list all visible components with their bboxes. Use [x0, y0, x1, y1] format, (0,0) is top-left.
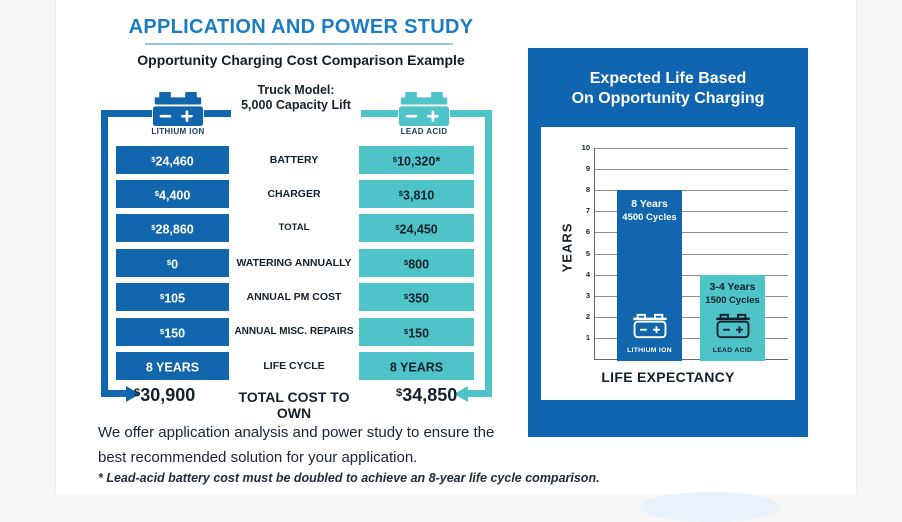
y-tick-label: 6 [585, 227, 590, 237]
lead-acid-value-cell: $350 [359, 283, 474, 311]
page-subtitle: Opportunity Charging Cost Comparison Example [137, 52, 465, 68]
gridline [595, 169, 788, 170]
lead-acid-total-arrow [468, 390, 492, 397]
lead-acid-column-label: LEAD ACID [400, 127, 448, 136]
lithium-value-cell: $28,860 [116, 214, 229, 242]
lithium-battery-icon [149, 92, 207, 131]
y-tick-label: 7 [585, 206, 590, 216]
bar-lead-acid [700, 275, 765, 361]
lithium-value-cell: $4,400 [116, 180, 229, 208]
lead-acid-total-value: $34,850 [396, 385, 458, 405]
bar-value-label: 3-4 Years [709, 280, 756, 293]
row-label: LIFE CYCLE [263, 360, 325, 372]
infographic-canvas [55, 0, 857, 494]
total-cost-label: TOTAL COST TO OWN [238, 389, 350, 421]
row-label: TOTAL [278, 222, 310, 233]
row-label: WATERING ANNUALLY [236, 257, 352, 269]
title-underline [145, 43, 453, 45]
lithium-total-value: $30,900 [134, 385, 196, 405]
bar-lithium-ion [617, 190, 682, 361]
gridline [595, 148, 788, 149]
battery-outline-icon [713, 313, 753, 344]
footnote-text: * Lead-acid battery cost must be doubled to achieve an 8-year life cycle comparison. [98, 471, 600, 485]
y-tick-label: 1 [585, 332, 590, 342]
lithium-value-cell: $24,460 [116, 146, 229, 174]
row-label: CHARGER [267, 188, 321, 200]
row-label: ANNUAL MISC. REPAIRS [234, 326, 354, 337]
y-tick-label: 9 [585, 164, 590, 174]
lead-acid-value-cell: 8 YEARS [359, 352, 474, 380]
bar-cycles-label: 1500 Cycles [705, 294, 760, 306]
lead-acid-value-cell: $24,450 [359, 214, 474, 242]
lithium-value-cell: 8 YEARS [116, 352, 229, 380]
bar-cycles-label: 4500 Cycles [622, 212, 677, 224]
lead-acid-value-cell: $800 [359, 249, 474, 277]
truck-model-label: Truck Model: 5,000 Capacity Lift [241, 83, 351, 112]
y-tick-label: 5 [585, 248, 590, 258]
life-chart-panel [528, 48, 808, 437]
chart-title: Expected Life Based On Opportunity Charging [571, 70, 765, 107]
lead-acid-value-cell: $3,810 [359, 180, 474, 208]
decorative-shape [640, 492, 780, 522]
lead-acid-value-cell: $10,320* [359, 146, 474, 174]
lead-acid-battery-icon [395, 92, 453, 131]
y-tick-label: 3 [585, 290, 590, 300]
row-label: BATTERY [269, 154, 319, 166]
y-tick-label: 8 [585, 185, 590, 195]
y-axis-label: YEARS [559, 222, 575, 273]
x-axis-label: LIFE EXPECTANCY [601, 369, 735, 385]
bar-category-label: LEAD ACID [712, 347, 753, 354]
description-text: We offer application analysis and power study to ensure the best recommended solution for your application. [98, 424, 495, 466]
y-tick-label: 2 [585, 311, 590, 321]
y-tick-label: 10 [581, 143, 590, 152]
lithium-value-cell: $105 [116, 283, 229, 311]
page-title: APPLICATION AND POWER STUDY [128, 16, 474, 38]
chart-box [541, 127, 795, 400]
bar-category-label: LITHIUM ION [627, 347, 672, 354]
lithium-value-cell: $0 [116, 249, 229, 277]
lithium-column-label: LITHIUM ION [151, 127, 205, 136]
lead-acid-value-cell: $150 [359, 318, 474, 346]
battery-outline-icon [630, 313, 670, 344]
row-label: ANNUAL PM COST [246, 291, 342, 303]
bar-value-label: 8 Years [631, 198, 668, 211]
plot-area [581, 143, 788, 360]
lithium-total-arrow [101, 390, 127, 397]
lithium-value-cell: $150 [116, 318, 229, 346]
y-tick-label: 4 [585, 269, 590, 279]
